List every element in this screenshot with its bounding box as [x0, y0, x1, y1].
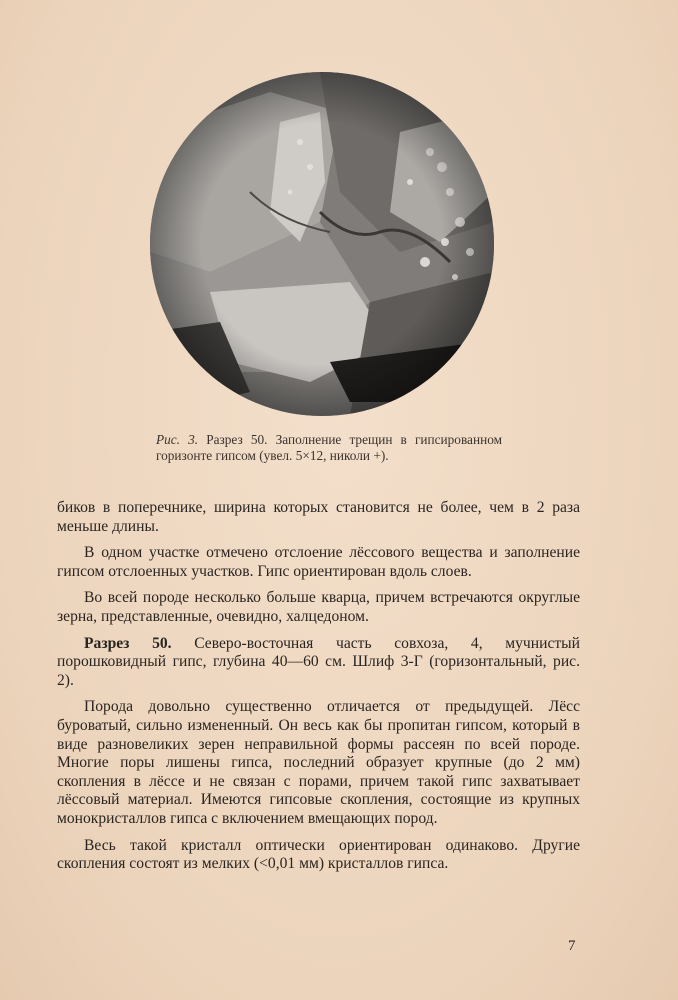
paragraph-section-50 — [57, 635, 580, 691]
body-text — [57, 499, 580, 882]
micrograph-image — [150, 72, 494, 416]
page-number: 7 — [568, 938, 576, 954]
figure-caption — [156, 432, 502, 464]
caption-label: Рис. 3. — [156, 432, 199, 447]
section-heading: Разрез 50. — [84, 634, 172, 652]
paragraph: Во всей породе несколько больше кварца, причем встречаются округлые зерна, представленные, очевидно, халцедоном. — [57, 589, 580, 625]
paragraph: Порода довольно существенно отличается от предыдущей. Лёсс буроватый, сильно измененный. Он весь как бы пропитан гипсом, который в виде разновеликих зерен неправильной формы рассеян по всей породе. Многие поры лишены гипса, последний образует крупные (до 2 мм) скопления в лёссе и не связан с порами, причем такой гипс захватывает лёссовый материал. Имеются гипсовые скопления, состоящие из крупных монокристаллов гипса с включением вмещающих пород. — [57, 698, 580, 827]
paragraph: В одном участке отмечено отслоение лёссового вещества и заполнение гипсом отслоенных участков. Гипс ориентирован вдоль слоев. — [57, 544, 580, 580]
paragraph-text: Северо-восточная часть совхоза, 4, мучнистый порошковидный гипс, глубина 40—60 см. Шлиф 3-Г (горизонтальный, рис. 2). — [57, 634, 581, 689]
paragraph: биков в поперечнике, ширина которых становится не более, чем в 2 раза меньше длины. — [57, 499, 580, 535]
paragraph: Весь такой кристалл оптически ориентирован одинаково. Другие скопления состоят из мелких (<0,01 мм) кристаллов гипса. — [57, 836, 580, 873]
micrograph-figure — [150, 72, 494, 416]
caption-text: Разрез 50. Заполнение трещин в гипсированном горизонте гипсом (увел. 5×12, николи +). — [156, 432, 502, 463]
